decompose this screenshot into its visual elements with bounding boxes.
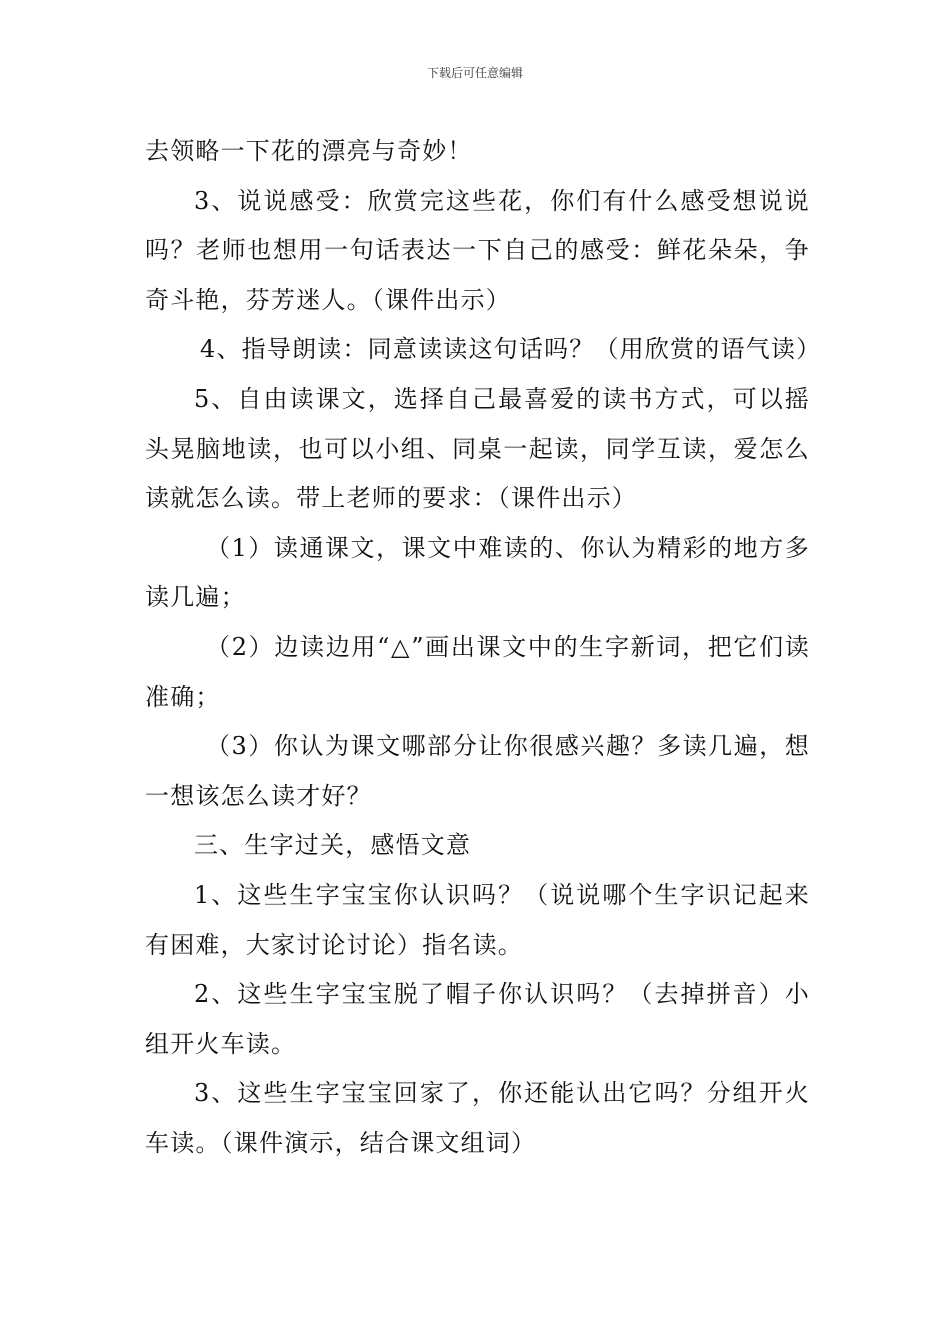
paragraph-section3-step-1: 1、这些生字宝宝你认识吗？（说说哪个生字识记起来有困难，大家讨论讨论）指名读。	[145, 880, 810, 959]
paragraph-requirement-3: （3）你认为课文哪部分让你很感兴趣？多读几遍，想一想该怎么读才好？	[145, 732, 810, 810]
paragraph-section3-step-2: 2、这些生字宝宝脱了帽子你认识吗？（去掉拼音）小组开火车读。	[145, 980, 810, 1058]
page-header: 下载后可任意编辑	[426, 66, 523, 80]
paragraph-requirement-2: （2）边读边用“△”画出课文中的生字新词，把它们读准确；	[145, 632, 810, 711]
paragraph-step-4: 4、指导朗读：同意读读这句话吗？（用欣赏的语气读）	[200, 335, 822, 364]
paragraph-section3-step-3: 3、这些生字宝宝回家了，你还能认出它吗？分组开火车读。（课件演示，结合课文组词）	[145, 1079, 810, 1157]
paragraph-step-3: 3、说说感受：欣赏完这些花，你们有什么感受想说说吗？老师也想用一句话表达一下自己的感受：鲜花朵朵，争奇斗艳，芬芳迷人。（课件出示）	[145, 186, 810, 314]
document-body	[145, 127, 822, 1168]
section-heading-3: 三、生字过关，感悟文意	[194, 831, 472, 860]
paragraph-requirement-1: （1）读通课文，课文中难读的、你认为精彩的地方多读几遍；	[145, 533, 810, 612]
paragraph-step-5: 5、自由读课文，选择自己最喜爱的读书方式，可以摇头晃脑地读，也可以小组、同桌一起读，同学互读，爱怎么读就怎么读。带上老师的要求：（课件出示）	[145, 384, 810, 513]
paragraph-intro-continuation: 去领略一下花的漂亮与奇妙！	[145, 137, 473, 165]
